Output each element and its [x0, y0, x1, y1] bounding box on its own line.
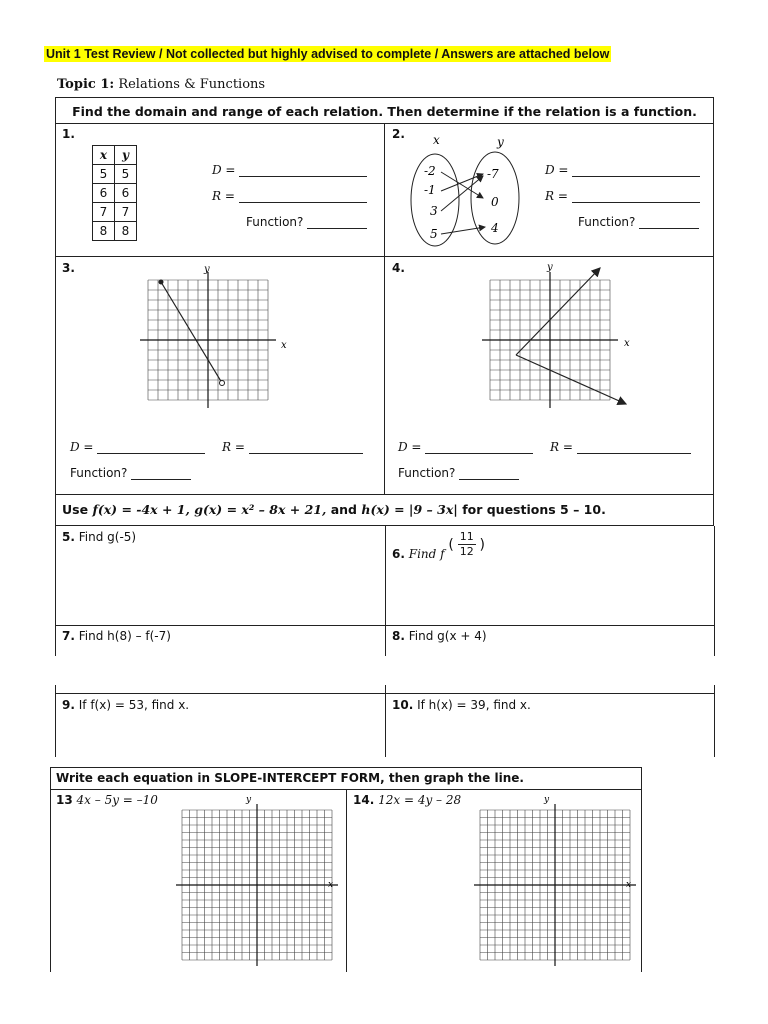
topic-heading	[57, 77, 265, 92]
problem-3-number: 3.	[62, 261, 75, 275]
mapping-y-label: y	[497, 135, 504, 149]
graph-problem-13	[170, 794, 340, 970]
question-9: 9. If f(x) = 53, find x.	[62, 698, 190, 712]
axis-y-label: y	[204, 264, 210, 275]
divider	[346, 789, 347, 972]
divider	[714, 685, 715, 757]
coordinate-grid	[140, 272, 276, 408]
divider	[55, 685, 56, 757]
mapping-diagram	[405, 130, 535, 250]
problem-13: 13 4x – 5y = –10	[56, 793, 158, 807]
range-field[interactable]: R =	[212, 189, 367, 203]
divider	[384, 123, 385, 495]
axis-y-label: y	[246, 795, 252, 805]
domain-value: 5	[430, 227, 438, 241]
axis-y-label: y	[544, 795, 550, 805]
cell: 6	[115, 184, 137, 203]
segment	[161, 282, 222, 383]
divider	[55, 693, 714, 694]
col-y: y	[115, 146, 137, 165]
problem-2-number: 2.	[392, 127, 405, 141]
axis-x-label: x	[626, 880, 632, 890]
cell: 6	[93, 184, 115, 203]
axis-y-label: y	[547, 262, 553, 273]
domain-value: -1	[424, 183, 436, 197]
range-field[interactable]: R =	[545, 189, 700, 203]
function-field[interactable]: Function?	[70, 466, 191, 480]
ray	[516, 355, 626, 404]
cell: 7	[115, 203, 137, 222]
function-field[interactable]: Function?	[246, 215, 367, 229]
question-10: 10. If h(x) = 39, find x.	[392, 698, 531, 712]
axis-x-label: x	[281, 340, 287, 351]
range-value: 0	[491, 195, 499, 209]
range-value: -7	[487, 167, 499, 181]
domain-field[interactable]: D =	[212, 163, 367, 177]
question-5: 5. Find g(-5)	[62, 530, 137, 544]
divider	[55, 625, 714, 626]
coordinate-grid	[176, 804, 338, 966]
question-7: 7. Find h(8) – f(-7)	[62, 629, 171, 643]
cell: 8	[115, 222, 137, 241]
domain-field[interactable]: D =	[545, 163, 700, 177]
ray	[516, 268, 600, 355]
range-value: 4	[491, 221, 499, 235]
cell: 7	[93, 203, 115, 222]
graph-problem-4	[480, 260, 640, 420]
mapping-arrow	[441, 174, 483, 191]
mapping-arrow	[441, 176, 483, 211]
domain-field[interactable]: D =	[70, 440, 205, 454]
section1-header: Find the domain and range of each relation. Then determine if the relation is a function.	[72, 104, 697, 119]
question-6: 6. Find f ( $\frac{11}{12}$ )	[392, 530, 486, 561]
cell: 8	[93, 222, 115, 241]
topic-title: Relations & Functions	[118, 77, 266, 92]
divider	[385, 685, 386, 757]
function-field[interactable]: Function?	[578, 215, 699, 229]
problem-4-number: 4.	[392, 261, 405, 275]
open-endpoint	[220, 381, 225, 386]
divider	[385, 526, 386, 656]
xy-table	[92, 145, 137, 241]
mapping-x-label: x	[433, 133, 440, 147]
range-field[interactable]: R =	[550, 440, 691, 454]
axis-x-label: x	[624, 338, 630, 349]
coordinate-grid	[482, 272, 618, 408]
range-field[interactable]: R =	[222, 440, 363, 454]
axis-x-label: x	[328, 880, 334, 890]
review-banner: Unit 1 Test Review / Not collected but highly advised to complete / Answers are attached below	[46, 47, 610, 61]
function-field[interactable]: Function?	[398, 466, 519, 480]
cell: 5	[115, 165, 137, 184]
domain-value: 3	[430, 204, 438, 218]
topic-prefix: Topic 1:	[57, 77, 115, 92]
divider	[714, 526, 715, 656]
coordinate-grid	[474, 804, 636, 966]
problem-1-number: 1.	[62, 127, 75, 141]
domain-value: -2	[424, 164, 436, 178]
problem-14: 14. 12x = 4y – 28	[353, 793, 462, 807]
divider	[55, 526, 56, 656]
section2-header: Write each equation in SLOPE-INTERCEPT FORM, then graph the line.	[56, 771, 524, 785]
domain-field[interactable]: D =	[398, 440, 533, 454]
col-x: x	[93, 146, 115, 165]
graph-problem-14	[468, 794, 638, 970]
question-8: 8. Find g(x + 4)	[392, 629, 487, 643]
functions-definition: Use f(x) = -4x + 1, g(x) = x² – 8x + 21, and h(x) = |9 – 3x| for questions 5 – 10.	[62, 502, 606, 517]
cell: 5	[93, 165, 115, 184]
graph-problem-3	[138, 262, 298, 422]
closed-endpoint	[159, 280, 164, 285]
